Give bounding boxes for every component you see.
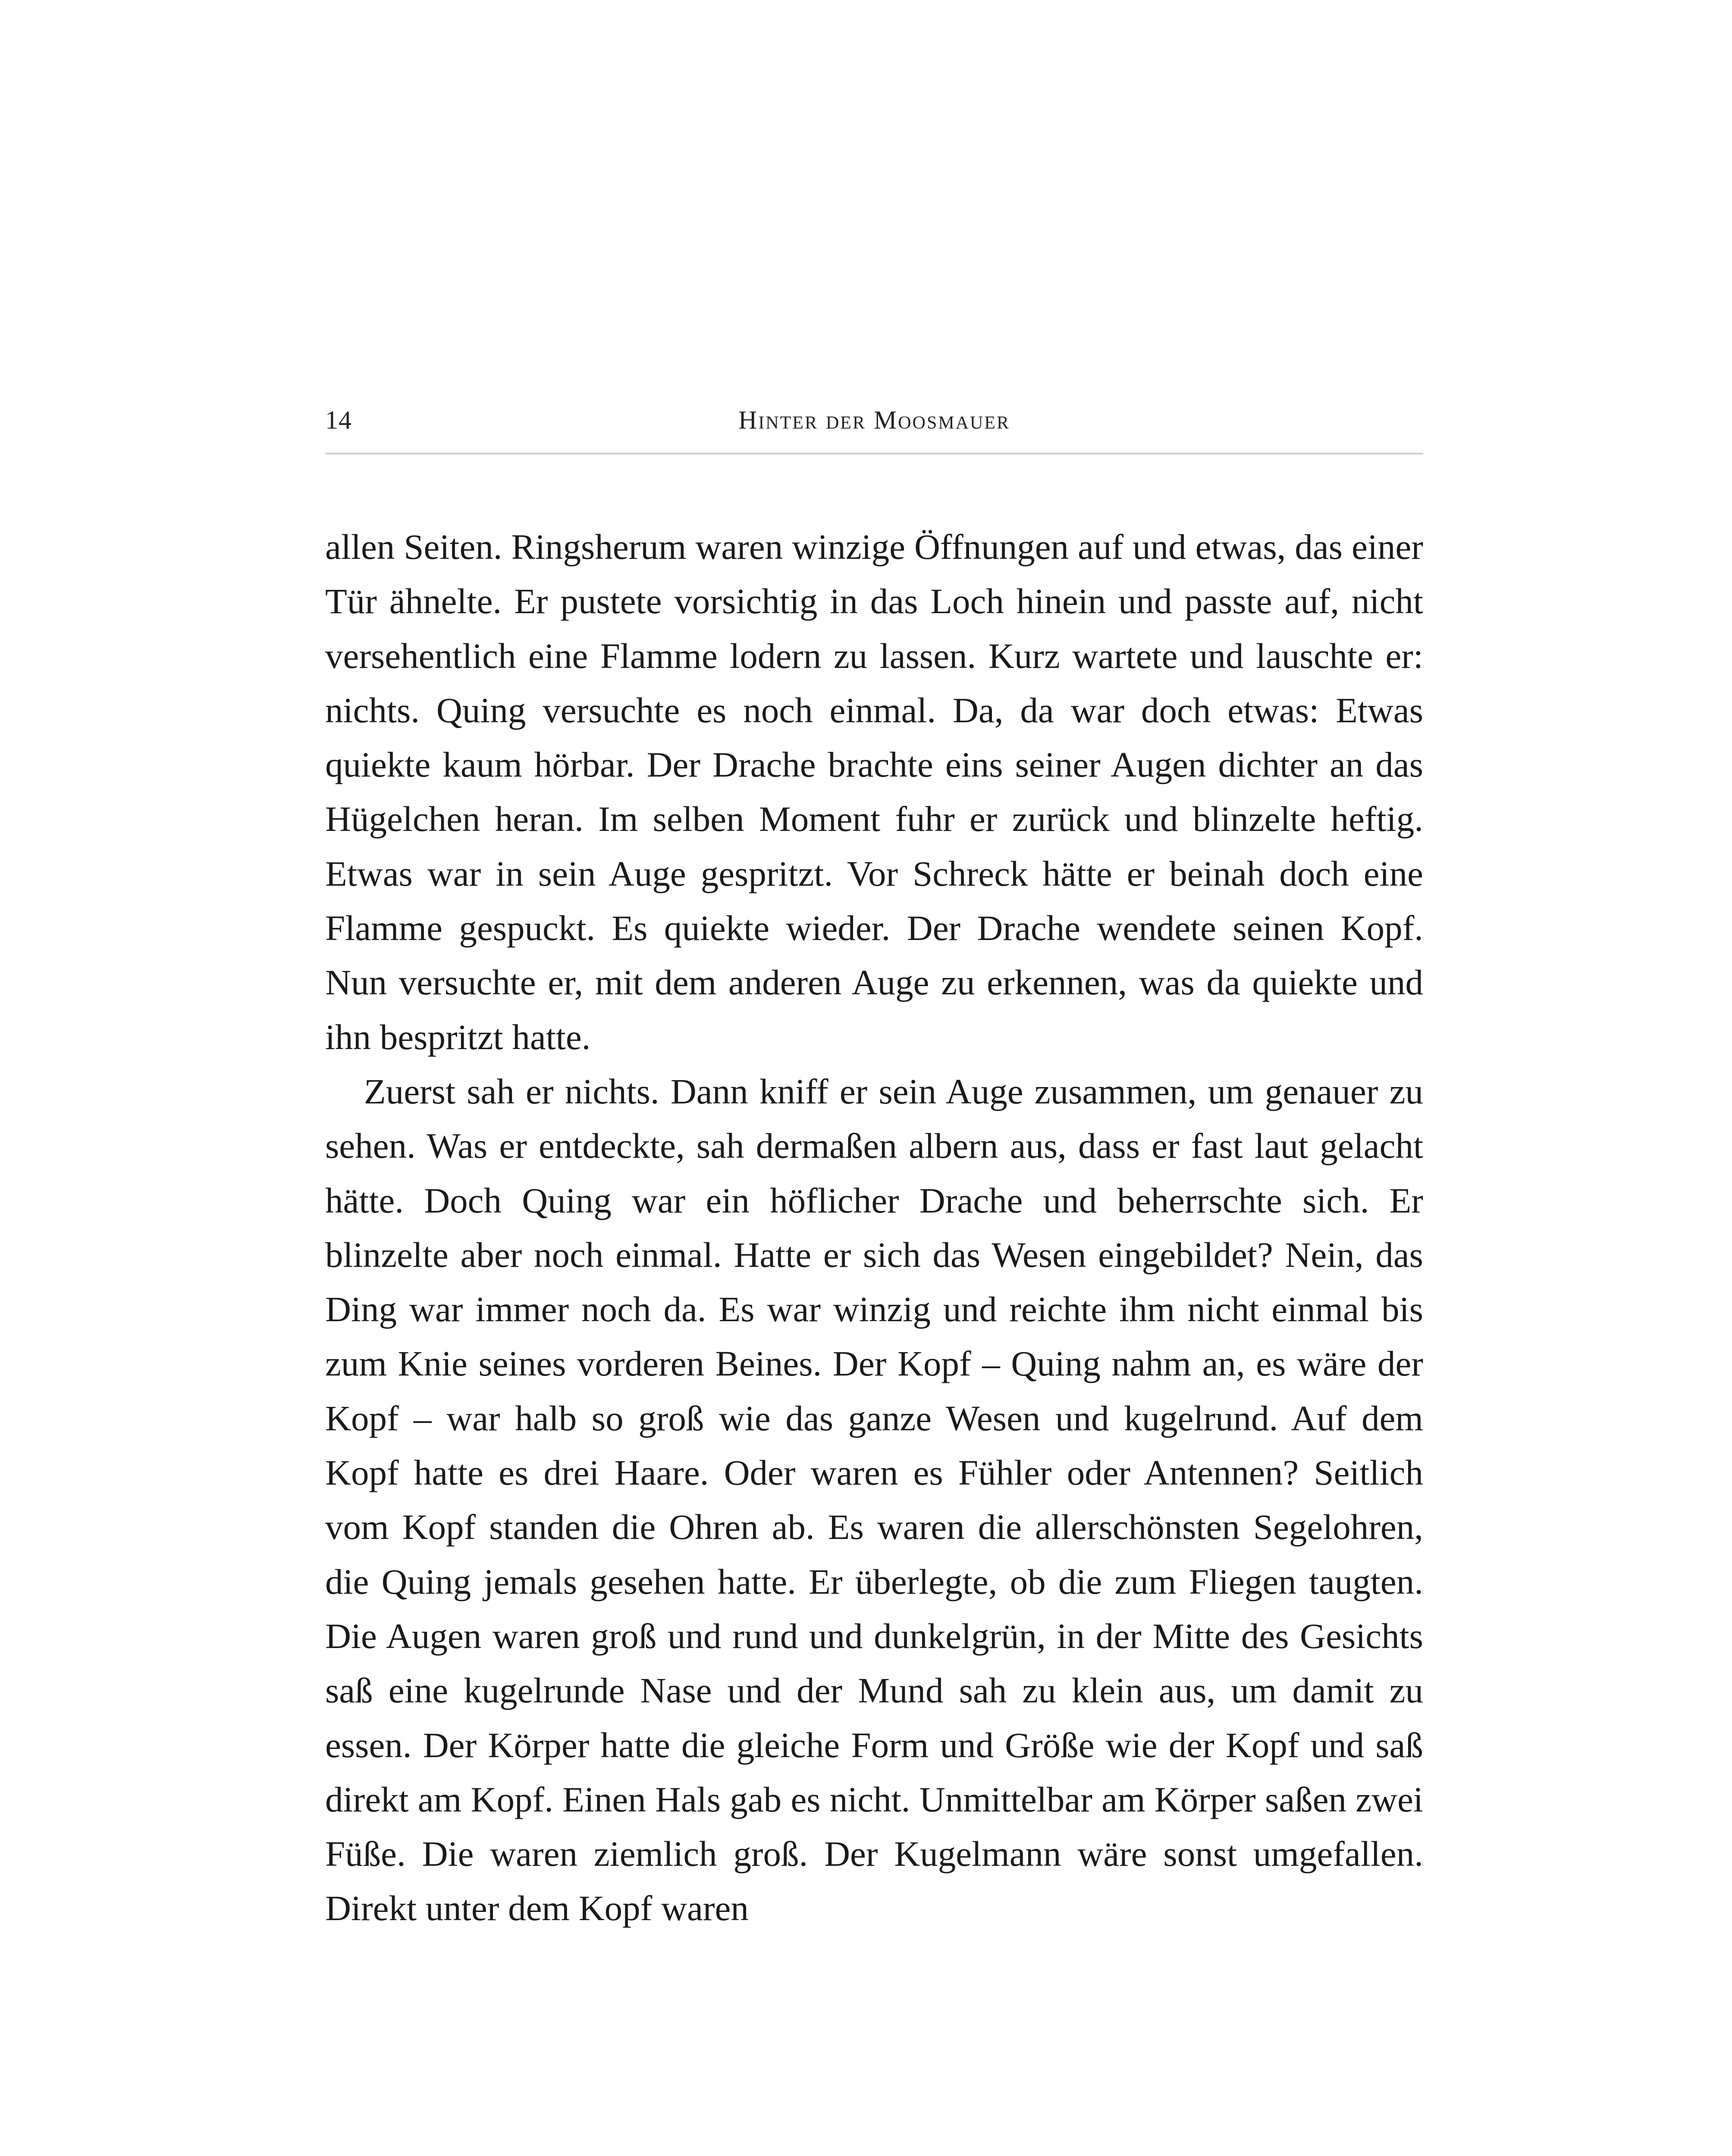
header-divider: [325, 453, 1423, 454]
running-header: [325, 401, 1423, 448]
running-title: Hinter der Moosmauer: [738, 406, 1010, 434]
paragraph-1: allen Seiten. Ringsherum waren winzige Öffnungen auf und etwas, das einer Tür ähnelte. Er pustete vorsichtig in das Loch hinein und passte auf, nicht versehentlich eine Flamme lodern zu lassen. Kurz wartete und lauschte er: nichts. Quing versuchte es noch einmal. Da, da war doch etwas: Etwas quiekte kaum hörbar. Der Drache brachte eins seiner Augen dichter an das Hügelchen heran. Im selben Moment fuhr er zurück und blinzelte heftig. Etwas war in sein Auge gespritzt. Vor Schreck hätte er beinah doch eine Flamme gespuckt. Es quiekte wieder. Der Drache wendete seinen Kopf. Nun versuchte er, mit dem anderen Auge zu erkennen, was da quiekte und ihn bespritzt hatte.: [325, 527, 1423, 1057]
body-text: [325, 520, 1423, 1936]
page-number: 14: [325, 406, 352, 434]
paragraph-2: Zuerst sah er nichts. Dann kniff er sein Auge zusammen, um genauer zu sehen. Was er entdeckte, sah dermaßen albern aus, dass er fast laut gelacht hätte. Doch Quing war ein höflicher Drache und beherrschte sich. Er blinzelte aber noch einmal. Hatte er sich das Wesen eingebildet? Nein, das Ding war immer noch da. Es war winzig und reichte ihm nicht einmal bis zum Knie seines vorderen Beines. Der Kopf – Quing nahm an, es wäre der Kopf – war halb so groß wie das ganze Wesen und kugelrund. Auf dem Kopf hatte es drei Haare. Oder waren es Fühler oder Antennen? Seitlich vom Kopf standen die Ohren ab. Es waren die allerschönsten Segelohren, die Quing jemals gesehen hatte. Er überlegte, ob die zum Fliegen taugten. Die Augen waren groß und rund und dunkelgrün, in der Mitte des Gesichts saß eine kugelrunde Nase und der Mund sah zu klein aus, um damit zu essen. Der Körper hatte die gleiche Form und Größe wie der Kopf und saß direkt am Kopf. Einen Hals gab es nicht. Unmittelbar am Körper saßen zwei Füße. Die waren ziemlich groß. Der Kugelmann wäre sonst umgefallen. Direkt unter dem Kopf waren: [325, 1071, 1423, 1928]
